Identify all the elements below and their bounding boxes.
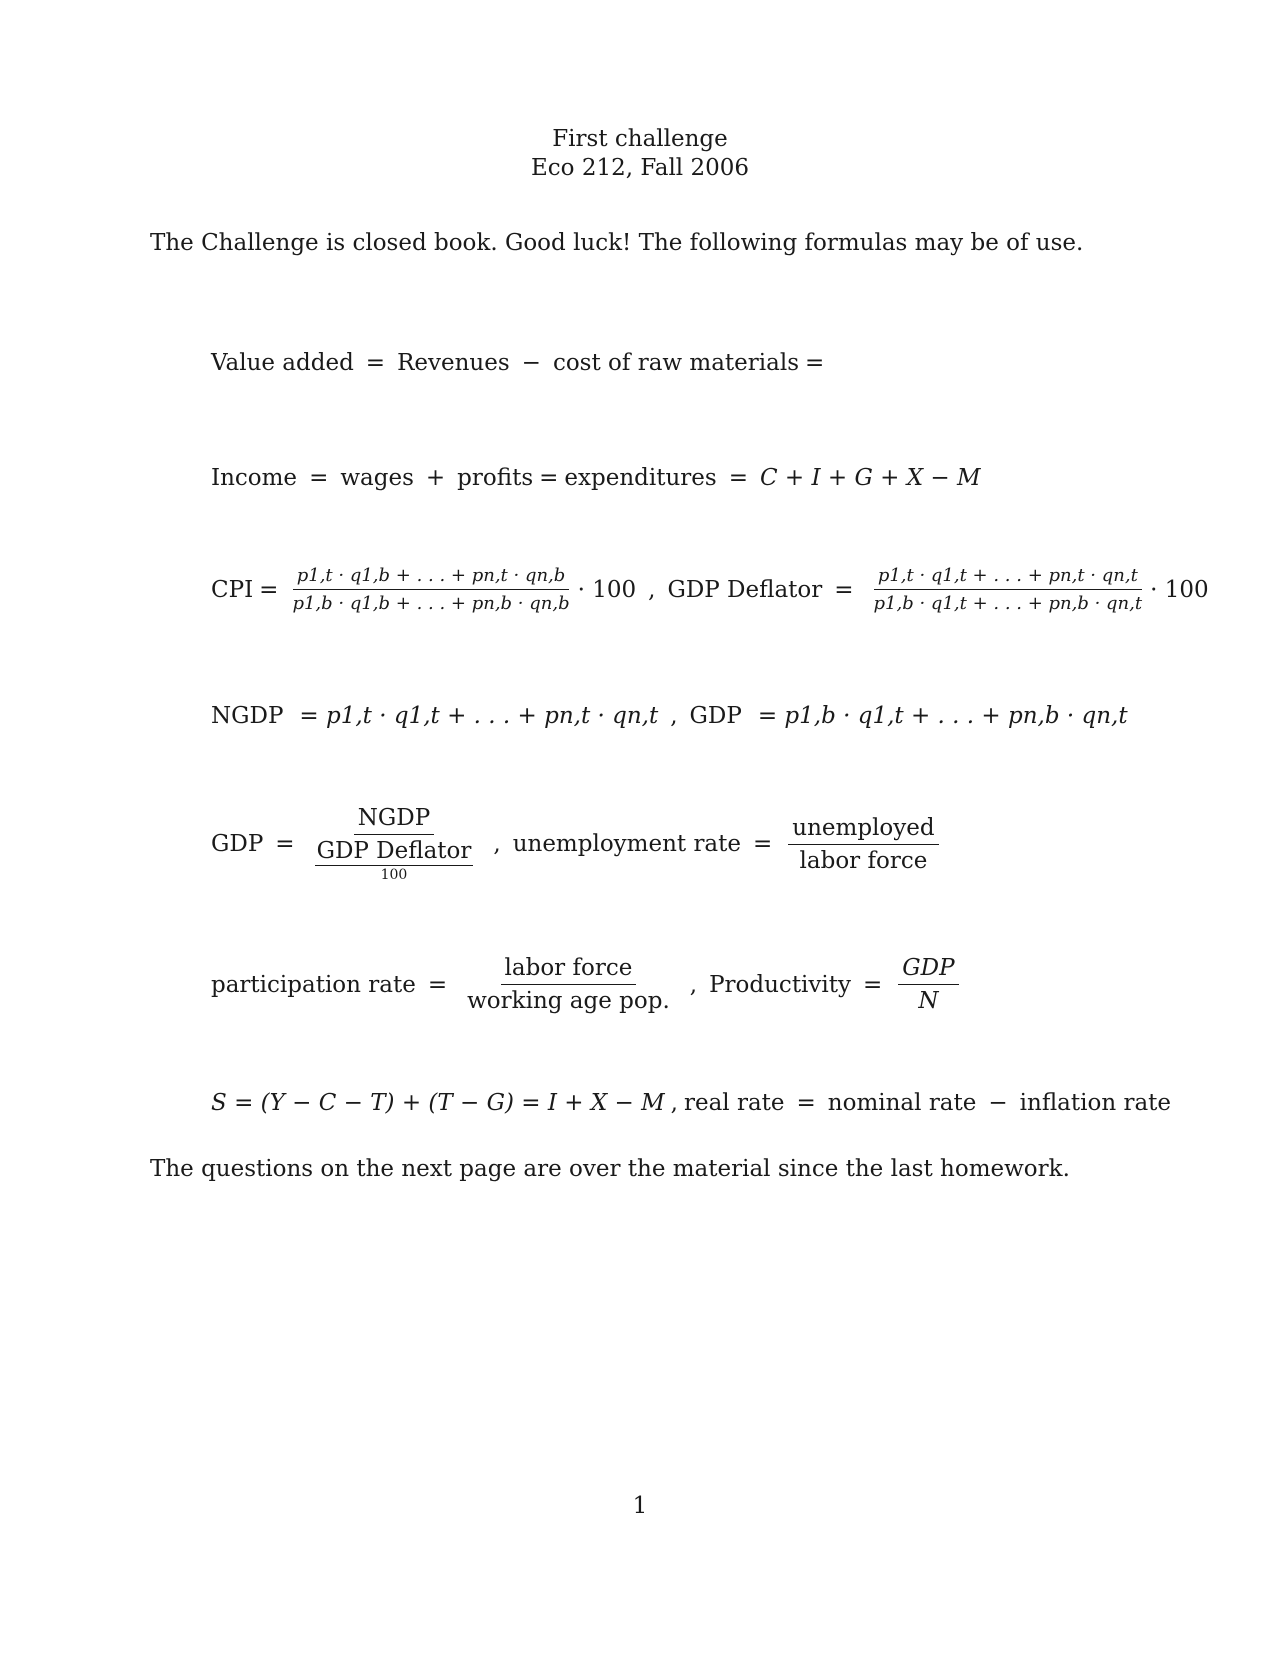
raw-materials-term: cost of raw materials [552,350,799,376]
comma: , [493,831,501,857]
gdp-identity: C + I + G + X − M [759,465,981,491]
unemployment-fraction [788,815,938,874]
real-rate-label: real rate [683,1090,785,1116]
formula-income [211,465,981,491]
intro-paragraph: The Challenge is closed book. Good luck! The following formulas may be of use. [150,230,1084,256]
profits-term: profits [457,465,534,491]
real-gdp-numerator: NGDP [354,805,434,835]
equals-sign: = [259,576,279,603]
doc-course: Eco 212, Fall 2006 [530,155,750,181]
formula-savings-real-rate [211,1090,1171,1116]
ngdp-label: NGDP [211,703,284,729]
wages-term: wages [340,465,414,491]
cpi-times-100: · 100 [577,576,637,603]
closing-paragraph: The questions on the next page are over the material since the last homework. [150,1156,1070,1182]
equals-sign: = [365,350,386,376]
cpi-denominator: p1,b · q1,b + . . . + pn,b · qn,b [292,593,570,614]
minus-sign: − [988,1090,1008,1116]
equals-sign: = [805,350,825,376]
unemployed-term: unemployed [788,815,938,845]
ngdp-sum: = p1,t · q1,t + . . . + pn,t · qn,t [299,703,659,729]
deflator-numerator: p1,t · q1,t + . . . + pn,t · qn,t [874,565,1142,590]
n-term: N [918,988,939,1014]
gdp-sum: = p1,b · q1,t + . . . + pn,b · qn,t [757,703,1128,729]
real-gdp-label: GDP [211,831,264,857]
unemployment-rate-label: unemployment rate [512,831,742,857]
real-gdp-fraction [311,805,478,883]
doc-title: First challenge [552,126,728,152]
cpi-fraction [288,565,573,614]
gdp-term: GDP [898,955,958,985]
revenues-term: Revenues [397,350,510,376]
cpi-label: CPI [211,576,254,603]
equals-sign: = [834,576,854,603]
participation-rate-label: participation rate [211,971,416,998]
equals-sign: = [863,971,883,998]
deflator-times-100: · 100 [1150,576,1209,603]
cpi-numerator: p1,t · q1,b + . . . + pn,t · qn,b [293,565,570,590]
formula-real-gdp-unemployment [211,805,943,883]
value-added-label: Value added [211,350,354,376]
labor-force-term: labor force [799,847,928,874]
deflator-fraction [870,565,1147,614]
hundred-term: 100 [380,867,408,883]
deflator-term: GDP Deflator [316,838,472,864]
plus-sign: + [425,465,446,491]
productivity-fraction [898,955,958,1014]
labor-force-term: labor force [501,955,637,985]
formula-participation-productivity [211,955,963,1014]
income-label: Income [211,465,298,491]
comma: , [648,576,656,603]
productivity-label: Productivity [709,971,851,998]
equals-sign: = [753,831,773,857]
equals-sign: = [309,465,329,491]
formula-ngdp-gdp [211,703,1128,729]
comma: , [670,703,678,729]
equals-sign: = [427,971,448,998]
deflator-over-100 [315,838,474,883]
savings-identity: S = (Y − C − T) + (T − G) = I + X − M [211,1090,665,1116]
formula-cpi-deflator [211,565,1209,614]
comma: , [689,971,698,998]
gdp-label: GDP [689,703,742,729]
minus-sign: − [521,350,541,376]
deflator-denominator: p1,b · q1,t + . . . + pn,b · qn,t [873,593,1143,614]
participation-fraction [463,955,674,1014]
working-age-pop-term: working age pop. [467,988,670,1014]
deflator-label: GDP Deflator [667,576,823,603]
equals-sign: = [728,465,748,491]
formula-value-added [211,350,830,376]
equals-sign: = [539,465,559,491]
page-number: 1 [632,1493,648,1519]
equals-sign: = [796,1090,816,1116]
inflation-rate-term: inflation rate [1019,1090,1172,1116]
equals-sign: = [275,831,295,857]
nominal-rate-term: nominal rate [827,1090,977,1116]
expenditures-term: expenditures [564,465,717,491]
comma: , [670,1090,678,1116]
